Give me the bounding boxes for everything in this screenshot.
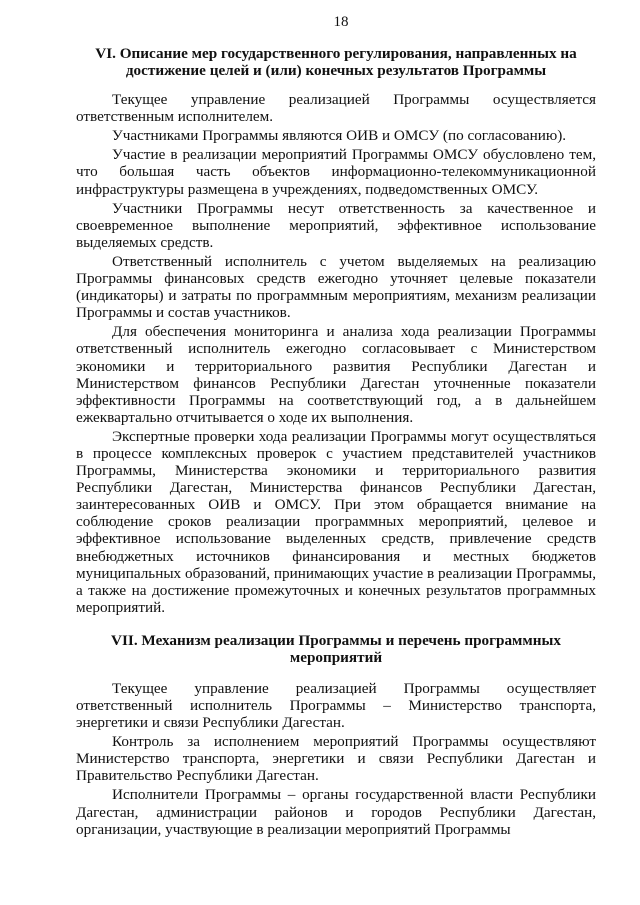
section-7-body [76,680,596,838]
paragraph: Ответственный исполнитель с учетом выделяемых на реализацию Программы финансовых средств ежегодно уточняет целевые показатели (индикаторы) и затраты по программным мероприятиям, механизм реализации Программы и состав участников. [76,252,596,322]
paragraph: Участники Программы несут ответственность за качественное и своевременное выполнение мероприятий, эффективное использование выделяемых средств. [76,199,596,251]
paragraph: Участие в реализации мероприятий Программы ОМСУ обусловлено тем, что большая часть объектов информационно-телекоммуникационной инфраструктуры размещена в учреждениях, подведомственных ОМСУ. [76,146,596,198]
paragraph: Текущее управление реализацией Программы осуществляется ответственным исполнителем. [76,91,596,126]
section-6-heading: VI. Описание мер государственного регулирования, направленных на достижение целей и (или) конечных результатов Программы [95,45,577,80]
section-7-heading: VII. Механизм реализации Программы и перечень программных мероприятий [111,631,561,666]
paragraph: Для обеспечения мониторинга и анализа хода реализации Программы ответственный исполнитель ежегодно согласовывает с Министерством экономики и территориального развития Республики Дагестан и Министерством финансов Республики Дагестан уточненные показатели эффективности Программы на соответствующий год, а в дальнейшем ежеквартально отчитывается о ходе их выполнения. [76,323,596,426]
page-number: 18 [333,14,349,30]
paragraph: Исполнители Программы – органы государственной власти Республики Дагестан, администрации районов и городов Республики Дагестан, организации, участвующие в реализации мероприятий Программы [76,786,596,838]
paragraph: Текущее управление реализацией Программы осуществляет ответственный исполнитель Программы – Министерство транспорта, энергетики и связи Республики Дагестан. [76,679,596,732]
paragraph: Участниками Программы являются ОИВ и ОМСУ (по согласованию). [112,127,567,145]
paragraph: Контроль за исполнением мероприятий Программы осуществляют Министерство транспорта, энергетики и связи Республики Дагестан и Правительство Республики Дагестан. [76,733,596,785]
paragraph: Экспертные проверки хода реализации Программы могут осуществляться в процессе комплексных проверок с участием представителей участников Программы, Министерства экономики и территориального развития Республики Дагестан, Министерства финансов Республики Дагестан, заинтересованных ОИВ и ОМСУ. При этом обращается внимание на соблюдение сроков реализации программных мероприятий, целевое и эффективное использование выделенных средств, привлечение средств внебюджетных источников финансирования и местных бюджетов муниципальных образований, принимающих участие в реализации Программы, а также на достижение промежуточных и конечных результатов программных мероприятий. [76,427,596,616]
section-6-body [76,91,596,616]
